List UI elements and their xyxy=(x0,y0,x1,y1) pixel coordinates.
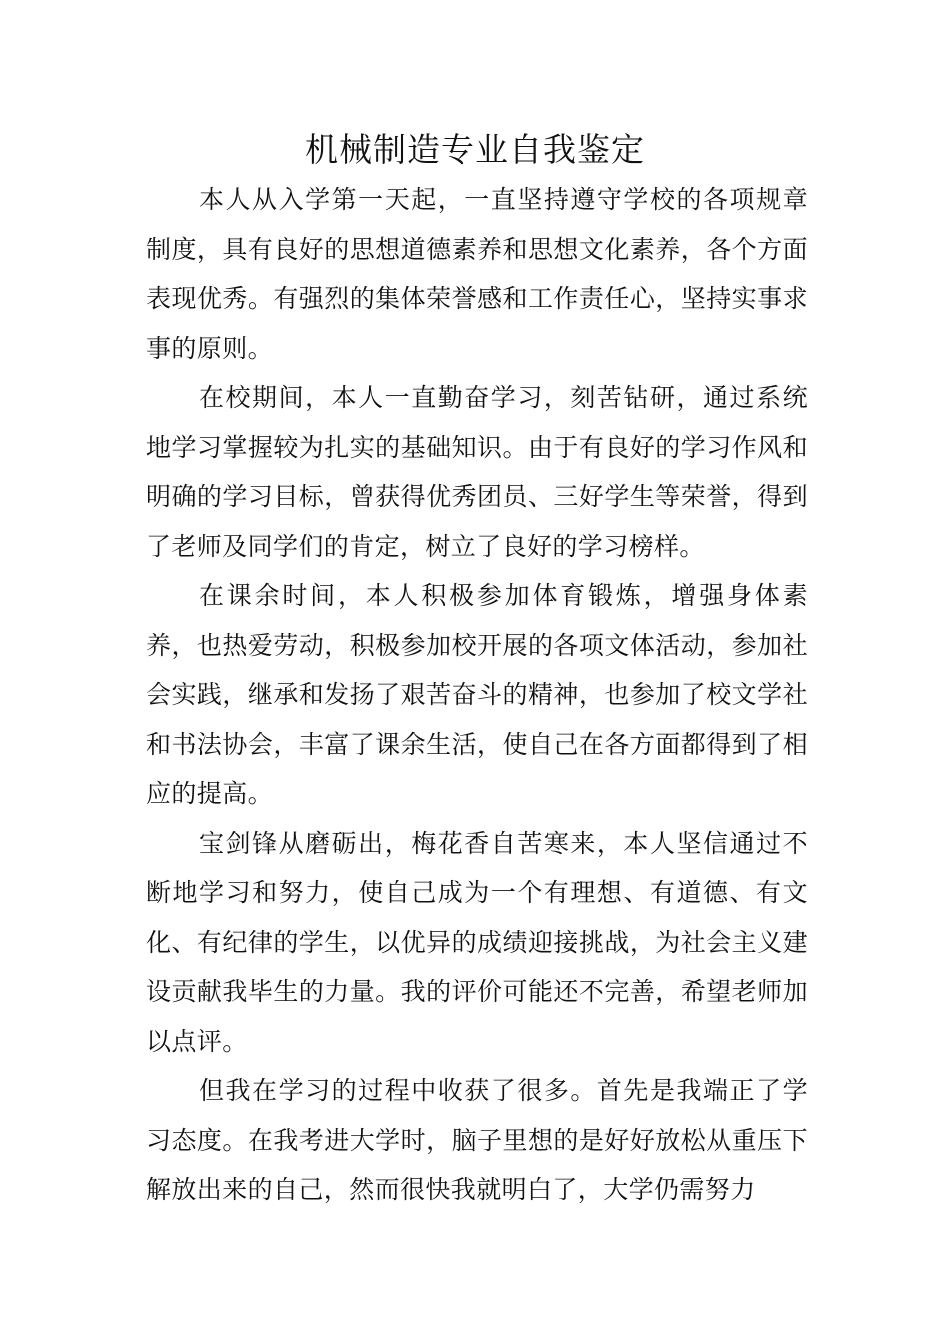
paragraph-1: 本人从入学第一天起，一直坚持遵守学校的各项规章制度，具有良好的思想道德素养和思想文化素养，各个方面表现优秀。有强烈的集体荣誉感和工作责任心，坚持实事求事的原则。 xyxy=(146,185,808,363)
paragraph-2: 在校期间，本人一直勤奋学习，刻苦钻研，通过系统地学习掌握较为扎实的基础知识。由于有良好的学习作风和明确的学习目标，曾获得优秀团员、三好学生等荣誉，得到了老师及同学们的肯定，树立了良好的学习榜样。 xyxy=(146,383,808,561)
paragraph-4: 宝剑锋从磨砺出，梅花香自苦寒来，本人坚信通过不断地学习和努力，使自己成为一个有理想、有道德、有文化、有纪律的学生，以优异的成绩迎接挑战，为社会主义建设贡献我毕生的力量。我的评价可能还不完善，希望老师加以点评。 xyxy=(146,828,808,1056)
document-title: 机械制造专业自我鉴定 xyxy=(305,130,645,169)
paragraph-3: 在课余时间，本人积极参加体育锻炼，增强身体素养，也热爱劳动，积极参加校开展的各项文体活动，参加社会实践，继承和发扬了艰苦奋斗的精神，也参加了校文学社和书法协会，丰富了课余生活，使自己在各方面都得到了相应的提高。 xyxy=(146,581,808,808)
paragraph-5: 但我在学习的过程中收获了很多。首先是我端正了学习态度。在我考进大学时，脑子里想的是好好放松从重压下解放出来的自己，然而很快我就明白了，大学仍需努力 xyxy=(146,1076,808,1204)
document-body xyxy=(146,175,808,1215)
